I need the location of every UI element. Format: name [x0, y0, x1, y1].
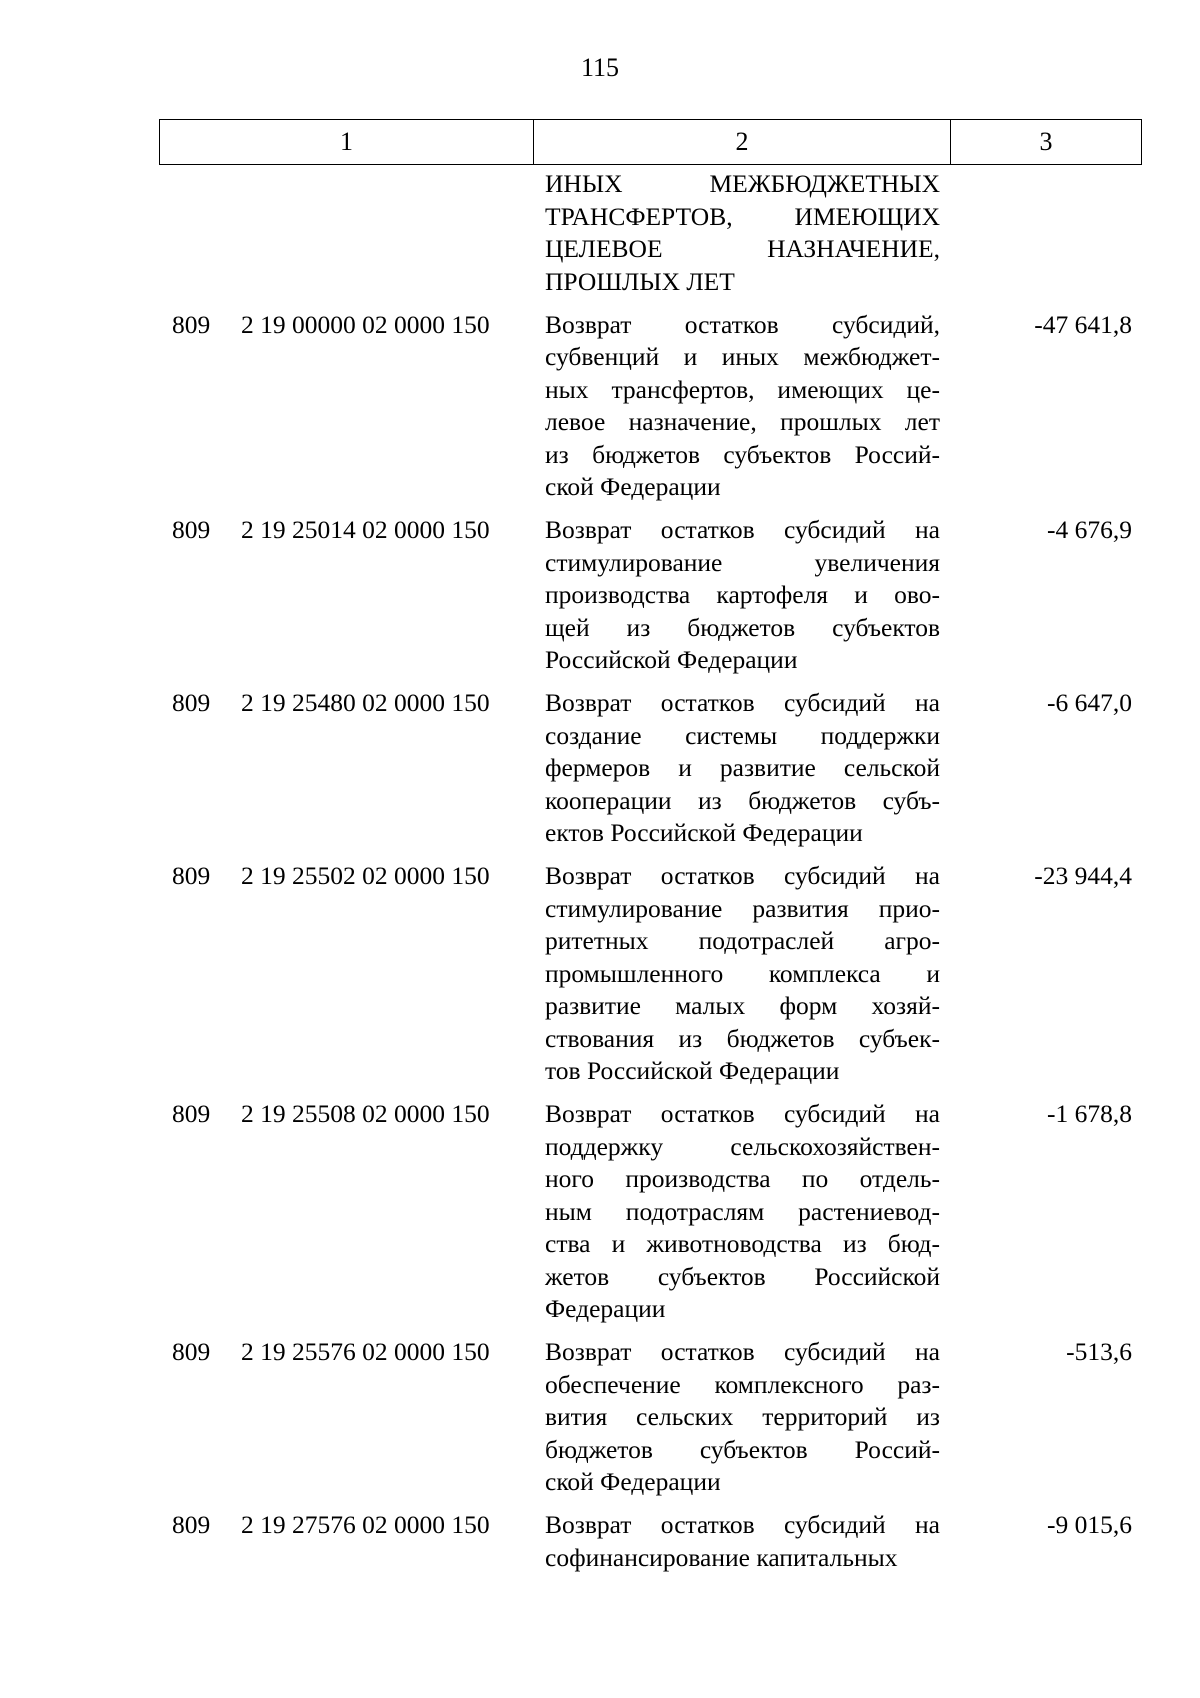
budget-code-cell: 2 19 00000 02 0000 150	[241, 309, 490, 339]
amount-cell: -47 641,8	[1034, 309, 1132, 339]
name-line: Возврат остатков субсидий на	[545, 861, 940, 890]
name-line: субвенций и иных межбюджет-	[545, 342, 940, 371]
name-line: ской Федерации	[545, 472, 721, 501]
name-line: ства и животноводства из бюд-	[545, 1229, 940, 1258]
name-line: щей из бюджетов субъектов	[545, 612, 940, 642]
name-line: обеспечение комплексного раз-	[545, 1369, 940, 1399]
table-row	[159, 860, 1142, 1088]
table-row	[159, 514, 1142, 677]
name-line: ТРАНСФЕРТОВ, ИМЕЮЩИХ	[545, 201, 940, 231]
name-cell	[533, 514, 950, 677]
name-line: создание системы поддержки	[545, 720, 940, 750]
name-line: Возврат остатков субсидий на	[545, 515, 940, 544]
name-line: левое назначение, прошлых лет	[545, 407, 940, 436]
table-row	[159, 1509, 1142, 1574]
continuation-row	[159, 168, 1142, 298]
admin-code-cell: 809	[172, 1099, 211, 1128]
name-cell	[533, 309, 950, 504]
table-row	[159, 1098, 1142, 1326]
name-line: жетов субъектов Российской	[545, 1261, 940, 1291]
name-line: Российской Федерации	[545, 645, 798, 674]
name-line: ПРОШЛЫХ ЛЕТ	[545, 266, 735, 296]
name-line: ного производства по отдель-	[545, 1164, 940, 1193]
name-line: из бюджетов субъектов Россий-	[545, 439, 940, 469]
table-row	[159, 1336, 1142, 1499]
column-header-1: 1	[160, 120, 534, 164]
name-line: ектов Российской Федерации	[545, 818, 863, 847]
name-line: Возврат остатков субсидий,	[545, 309, 940, 339]
name-line: стимулирование увеличения	[545, 547, 940, 577]
name-line: стимулирование развития прио-	[545, 893, 940, 923]
admin-code-cell: 809	[172, 861, 211, 890]
admin-code-cell: 809	[172, 1337, 211, 1366]
amount-cell: -1 678,8	[1047, 1099, 1132, 1128]
budget-code-cell: 2 19 25576 02 0000 150	[241, 1337, 490, 1366]
name-line: тов Российской Федерации	[545, 1056, 840, 1085]
amount-cell: -6 647,0	[1047, 688, 1132, 717]
name-line: вития сельских территорий из	[545, 1402, 940, 1431]
name-line: развитие малых форм хозяй-	[545, 991, 940, 1020]
amount-cell: -23 944,4	[1034, 861, 1132, 890]
budget-code-cell: 2 19 25502 02 0000 150	[241, 861, 490, 890]
name-line: ЦЕЛЕВОЕ НАЗНАЧЕНИЕ,	[545, 234, 940, 263]
name-line: ных трансфертов, имеющих це-	[545, 374, 940, 404]
name-line: ской Федерации	[545, 1467, 721, 1496]
name-line: ным подотраслям растениевод-	[545, 1196, 940, 1226]
name-line: Возврат остатков субсидий на	[545, 1099, 940, 1128]
budget-code-cell: 2 19 25508 02 0000 150	[241, 1099, 490, 1128]
name-line: кооперации из бюджетов субъ-	[545, 785, 940, 815]
table-row	[159, 309, 1142, 504]
admin-code-cell: 809	[172, 1510, 211, 1539]
admin-code-cell: 809	[172, 688, 211, 717]
name-line: ствования из бюджетов субъек-	[545, 1023, 940, 1053]
name-cell	[533, 1509, 950, 1574]
name-cell	[533, 860, 950, 1088]
name-line: Возврат остатков субсидий на	[545, 688, 940, 717]
name-line: ритетных подотраслей агро-	[545, 926, 940, 955]
name-line: поддержку сельскохозяйствен-	[545, 1131, 940, 1161]
budget-code-cell: 2 19 25480 02 0000 150	[241, 688, 490, 717]
name-line: бюджетов субъектов Россий-	[545, 1434, 940, 1464]
budget-code-cell: 2 19 25014 02 0000 150	[241, 515, 490, 544]
name-line: Федерации	[545, 1294, 666, 1323]
column-header-3: 3	[1039, 127, 1053, 156]
table-row	[159, 687, 1142, 850]
budget-code-cell: 2 19 27576 02 0000 150	[241, 1510, 490, 1539]
admin-code-cell: 809	[172, 309, 211, 339]
page-number: 115	[580, 53, 620, 82]
name-line: софинансирование капитальных	[545, 1542, 898, 1572]
name-line: Возврат остатков субсидий на	[545, 1337, 940, 1366]
name-line: ИНЫХ МЕЖБЮДЖЕТНЫХ	[545, 169, 940, 198]
name-cell	[533, 1098, 950, 1326]
column-header-2: 2	[534, 120, 951, 164]
name-line: промышленного комплекса и	[545, 958, 940, 988]
amount-cell: -4 676,9	[1047, 515, 1132, 544]
admin-code-cell: 809	[172, 515, 211, 544]
table-body	[159, 168, 1142, 1585]
name-cell	[533, 687, 950, 850]
name-line: фермеров и развитие сельской	[545, 753, 940, 782]
table-header	[159, 119, 1142, 165]
continuation-text	[533, 168, 950, 298]
name-line: производства картофеля и ово-	[545, 580, 940, 609]
amount-cell: -513,6	[1066, 1337, 1132, 1366]
name-cell	[533, 1336, 950, 1499]
name-line: Возврат остатков субсидий на	[545, 1510, 940, 1539]
amount-cell: -9 015,6	[1047, 1510, 1132, 1539]
